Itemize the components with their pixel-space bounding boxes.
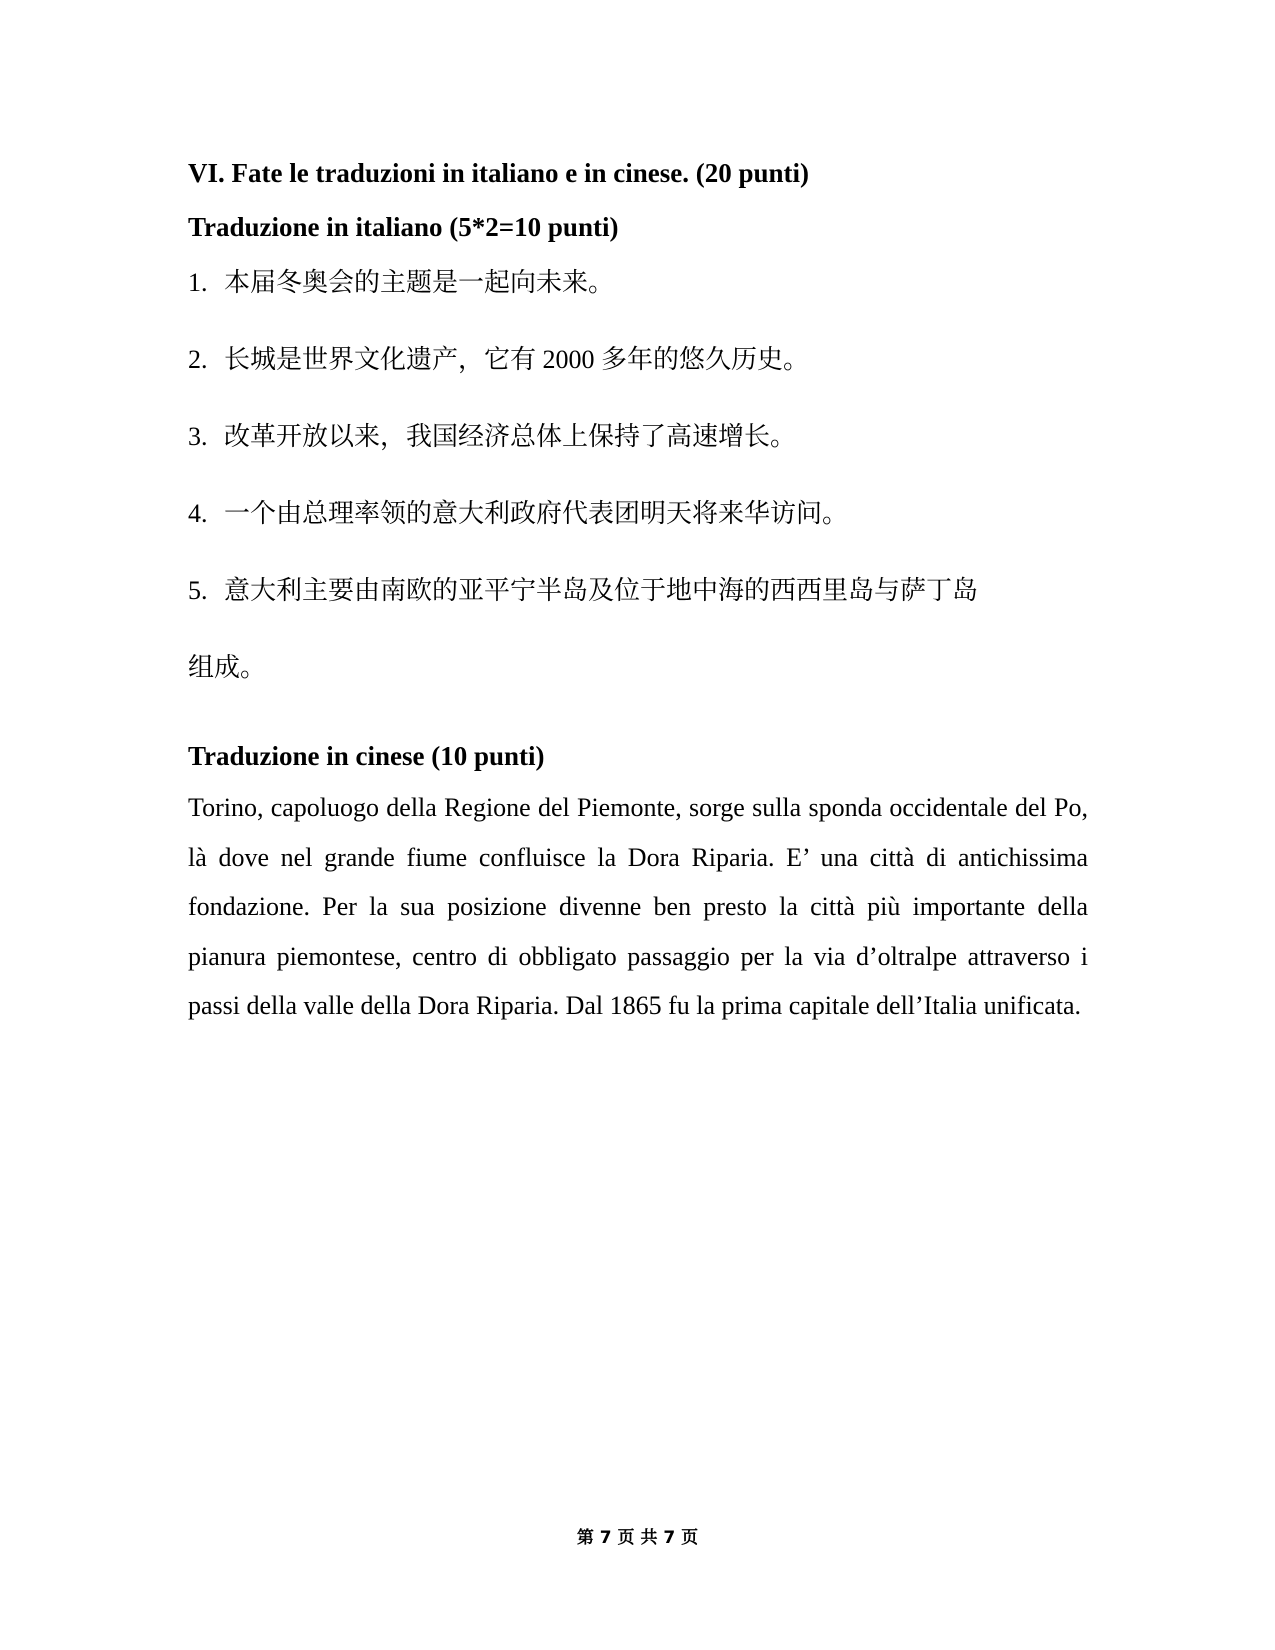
page-content: [188, 146, 1088, 1031]
item-text: 本届冬奥会的主题是一起向未来。: [224, 268, 615, 297]
item-number: 3.: [188, 422, 208, 451]
list-item: [188, 572, 1088, 610]
item-number: 1.: [188, 268, 208, 297]
list-item: [188, 264, 1088, 302]
list-item-continuation: 组成。: [188, 653, 267, 682]
item-text: 改革开放以来，我国经济总体上保持了高速增长。: [224, 422, 797, 451]
item-text: 一个由总理率领的意大利政府代表团明天将来华访问。: [224, 499, 849, 528]
item-text: 长城是世界文化遗产，它有 2000 多年的悠久历史。: [224, 345, 810, 374]
list-item: [188, 418, 1088, 456]
section-title: VI. Fate le traduzioni in italiano e in cinese. (20 punti): [188, 158, 809, 188]
italian-translation-heading: Traduzione in italiano (5*2=10 punti): [188, 212, 619, 242]
item-number: 4.: [188, 499, 208, 528]
list-item: [188, 495, 1088, 533]
item-number: 2.: [188, 345, 208, 374]
chinese-translation-heading: Traduzione in cinese (10 punti): [188, 741, 545, 771]
source-paragraph: Torino, capoluogo della Regione del Piemonte, sorge sulla sponda occidentale del Po, là dove nel grande fiume confluisce la Dora Riparia. E’ una città di antichissima fondazione. Per la sua posizione divenne ben presto la città più importante della pianura piemontese, centro di obbligato passaggio per la via d’oltralpe attraverso i passi della valle della Dora Riparia. Dal 1865 fu la prima capitale dell’Italia unificata.: [188, 793, 1088, 1020]
item-number: 5.: [188, 576, 208, 605]
item-text: 意大利主要由南欧的亚平宁半岛及位于地中海的西西里岛与萨丁岛: [224, 576, 979, 605]
list-item: [188, 341, 1088, 379]
page-footer: 第 7 页 共 7 页: [576, 1528, 699, 1548]
